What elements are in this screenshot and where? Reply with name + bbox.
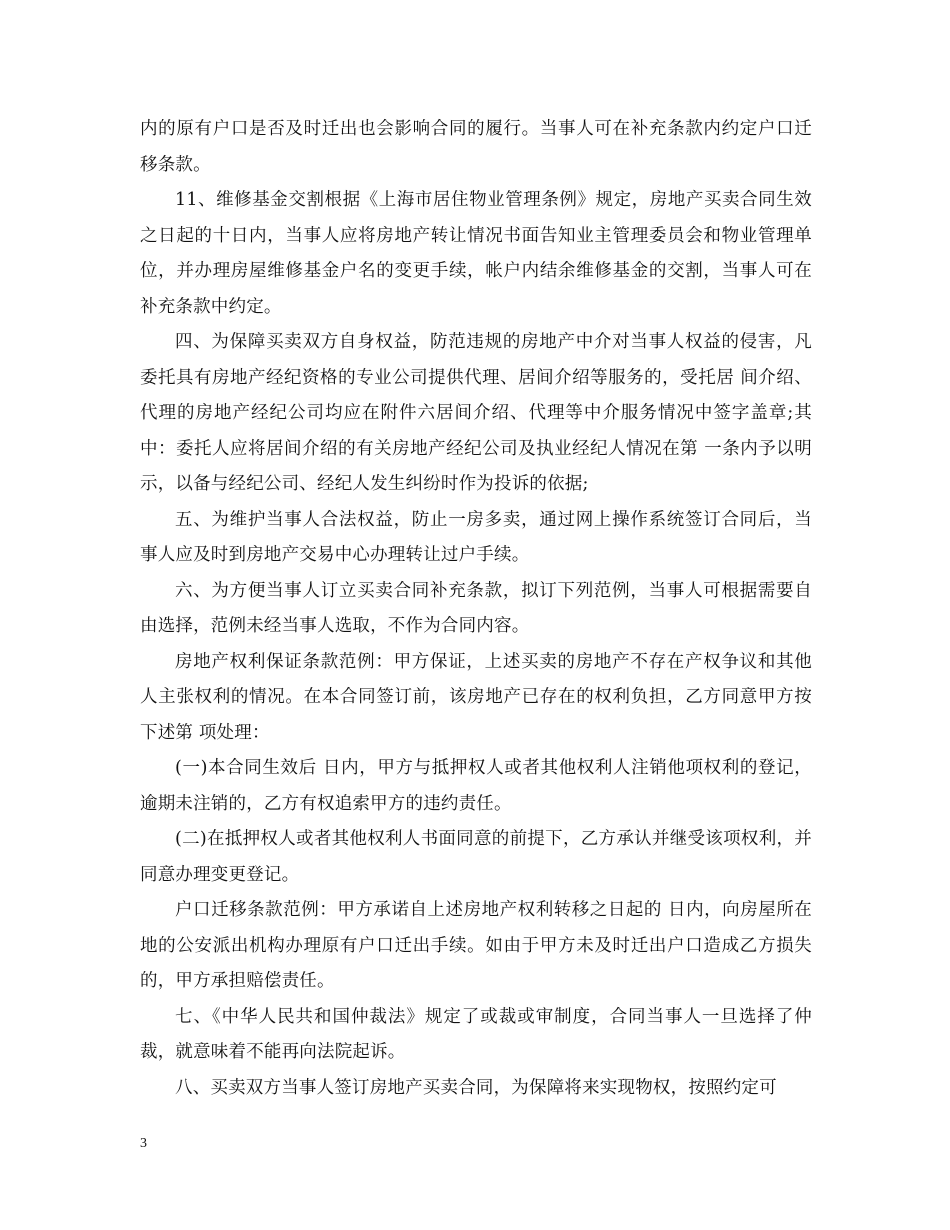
paragraph-10: 七、《中华人民共和国仲裁法》规定了或裁或审制度，合同当事人一旦选择了仲裁，就意味着不能再向法院起诉。	[140, 1006, 812, 1062]
paragraph-4: 五、为维护当事人合法权益，防止一房多卖，通过网上操作系统签订合同后，当事人应及时到房地产交易中心办理转让过户手续。	[140, 509, 812, 565]
paragraph-11: 八、买卖双方当事人签订房地产买卖合同，为保障将来实现物权，按照约定可	[175, 1077, 777, 1098]
paragraph-2: 11、维修基金交割根据《上海市居住物业管理条例》规定，房地产买卖合同生效之日起的十日内，当事人应将房地产转让情况书面告知业主管理委员会和物业管理单位，并办理房屋维修基金户名的变更手续，帐户内结余维修基金的交割，当事人可在补充条款中约定。	[140, 190, 812, 317]
paragraph-3: 四、为保障买卖双方自身权益，防范违规的房地产中介对当事人权益的侵害，凡委托具有房地产经纪资格的专业公司提供代理、居间介绍等服务的，受托居 间介绍、代理的房地产经纪公司均应在附件六居间介绍、代理等中介服务情况中签字盖章;其中：委托人应将居间介绍的有关房地产经纪公司及执业经纪人情况在第 一条内予以明示，以备与经纪公司、经纪人发生纠纷时作为投诉的依据;	[140, 332, 812, 494]
paragraph-8: (二)在抵押权人或者其他权利人书面同意的前提下，乙方承认并继受该项权利，并同意办理变更登记。	[140, 829, 812, 885]
document-body	[140, 112, 812, 1106]
paragraph-7: (一)本合同生效后 日内，甲方与抵押权人或者其他权利人注销他项权利的登记，逾期未注销的，乙方有权追索甲方的违约责任。	[140, 758, 812, 814]
page-number: 3	[140, 1136, 147, 1151]
paragraph-6: 房地产权利保证条款范例：甲方保证，上述买卖的房地产不存在产权争议和其他人主张权利的情况。在本合同签订前，该房地产已存在的权利负担，乙方同意甲方按下述第 项处理：	[140, 651, 812, 743]
paragraph-5: 六、为方便当事人订立买卖合同补充条款，拟订下列范例，当事人可根据需要自由选择，范例未经当事人选取，不作为合同内容。	[140, 580, 812, 636]
paragraph-9: 户口迁移条款范例：甲方承诺自上述房地产权利转移之日起的 日内，向房屋所在地的公安派出机构办理原有户口迁出手续。如由于甲方未及时迁出户口造成乙方损失的，甲方承担赔偿责任。	[140, 900, 812, 991]
paragraph-1: 内的原有户口是否及时迁出也会影响合同的履行。当事人可在补充条款内约定户口迁移条款。	[140, 119, 812, 175]
